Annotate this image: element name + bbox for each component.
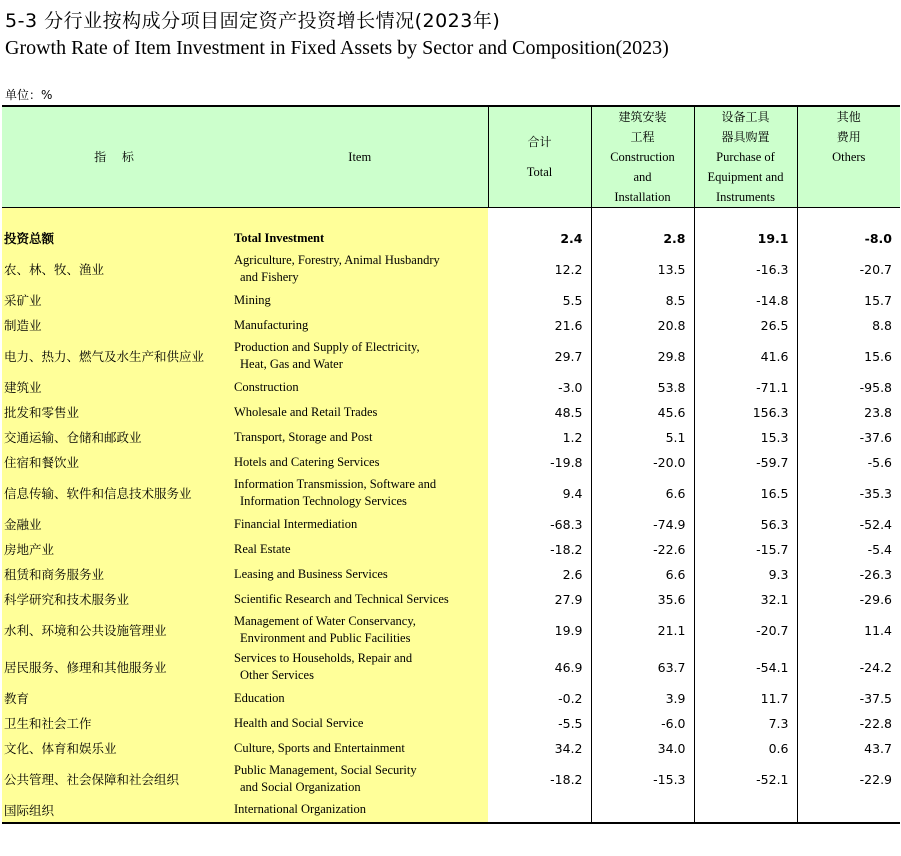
row-others: -37.5 [797, 686, 900, 711]
row-en [232, 612, 488, 649]
row-en [232, 686, 488, 711]
row-en [232, 475, 488, 512]
row-others: -22.8 [797, 711, 900, 736]
row-en [232, 313, 488, 338]
row-equipment: 11.7 [694, 686, 797, 711]
row-construction: 2.8 [591, 226, 694, 251]
row-others: -26.3 [797, 562, 900, 587]
header-row [2, 106, 900, 208]
spacer-cell-others [797, 208, 900, 226]
table-row [2, 711, 900, 736]
row-en [232, 226, 488, 251]
row-construction: 3.9 [591, 686, 694, 711]
row-en-line2: and Fishery [240, 270, 299, 284]
row-en [232, 736, 488, 761]
table-row [2, 288, 900, 313]
row-others: 15.7 [797, 288, 900, 313]
row-en [232, 450, 488, 475]
row-cn: 建筑业 [2, 375, 232, 400]
row-cn: 科学研究和技术服务业 [2, 587, 232, 612]
row-equipment: 41.6 [694, 338, 797, 375]
row-total: 21.6 [554, 317, 583, 333]
row-equipment: 16.5 [694, 475, 797, 512]
spacer-cell-en [232, 208, 488, 226]
row-en-line1: Health and Social Service [234, 715, 364, 730]
row-others: 11.4 [797, 612, 900, 649]
row-equipment: 156.3 [694, 400, 797, 425]
row-cn: 文化、体育和娱乐业 [2, 736, 232, 761]
row-cn: 卫生和社会工作 [2, 711, 232, 736]
table-row [2, 537, 900, 562]
row-en-line1: Wholesale and Retail Trades [234, 404, 378, 419]
header-others-cn-1: 其他 [836, 110, 861, 124]
row-equipment: -16.3 [694, 251, 797, 288]
header-total [488, 106, 591, 208]
header-equipment-cn-1: 设备工具 [721, 110, 770, 124]
header-equipment-en-2: Equipment and [707, 170, 784, 184]
row-others [797, 798, 900, 823]
header-indicator [2, 106, 232, 208]
spacer-cell-equipment [694, 208, 797, 226]
row-en-line1: International Organization [234, 802, 367, 816]
row-others: 43.7 [797, 736, 900, 761]
row-equipment: -71.1 [694, 375, 797, 400]
header-construction-en-3: Installation [614, 190, 671, 204]
row-total: 2.4 [560, 230, 583, 246]
header-total-en: Total [526, 165, 553, 179]
row-en [232, 649, 488, 686]
row-en [232, 288, 488, 313]
spacer-cell-construction [591, 208, 694, 226]
header-indicator-label: 指 标 [94, 150, 140, 164]
row-equipment: -14.8 [694, 288, 797, 313]
table-row [2, 798, 900, 823]
row-cn: 信息传输、软件和信息技术服务业 [2, 475, 232, 512]
table-row [2, 512, 900, 537]
row-en-line1: Mining [234, 292, 271, 307]
row-construction: 13.5 [591, 251, 694, 288]
header-others-en: Others [832, 150, 866, 164]
table-row [2, 649, 900, 686]
row-cn: 制造业 [2, 313, 232, 338]
row-en [232, 338, 488, 375]
row-total: 9.4 [562, 485, 583, 501]
row-others: 15.6 [797, 338, 900, 375]
header-equipment-en-3: Instruments [715, 190, 776, 204]
row-cn: 国际组织 [2, 798, 232, 823]
row-others: -35.3 [797, 475, 900, 512]
row-en-line1: Public Management, Social Security [234, 763, 417, 777]
row-total: -18.2 [550, 541, 583, 557]
investment-table [2, 105, 900, 824]
table-row-total [2, 226, 900, 251]
row-cn: 交通运输、仓储和邮政业 [2, 425, 232, 450]
row-en-line2: Other Services [240, 668, 314, 682]
row-cn: 采矿业 [2, 288, 232, 313]
row-en-line1: Leasing and Business Services [234, 566, 388, 581]
row-total: 2.6 [562, 566, 583, 582]
row-construction: -6.0 [591, 711, 694, 736]
row-construction: 29.8 [591, 338, 694, 375]
header-item-label: Item [348, 150, 372, 164]
row-en [232, 761, 488, 798]
row-en [232, 562, 488, 587]
row-en-line1: Hotels and Catering Services [234, 454, 380, 469]
header-equipment-cn-2: 器具购置 [721, 130, 770, 144]
row-equipment: 32.1 [694, 587, 797, 612]
row-en [232, 251, 488, 288]
row-construction: 53.8 [591, 375, 694, 400]
row-construction: 45.6 [591, 400, 694, 425]
row-construction [591, 798, 694, 823]
row-cn: 金融业 [2, 512, 232, 537]
row-total: 29.7 [554, 348, 583, 364]
row-total: -3.0 [558, 379, 583, 395]
row-total: -19.8 [550, 454, 583, 470]
row-en-line1: Financial Intermediation [234, 516, 358, 531]
row-total [488, 798, 591, 823]
table-row [2, 450, 900, 475]
row-equipment: 15.3 [694, 425, 797, 450]
row-construction: 20.8 [591, 313, 694, 338]
header-construction-en-2: and [633, 170, 652, 184]
row-cn: 电力、热力、燃气及水生产和供应业 [2, 338, 232, 375]
row-en [232, 400, 488, 425]
row-others: -95.8 [797, 375, 900, 400]
unit-label: 单位：% [5, 88, 53, 102]
row-construction: 35.6 [591, 587, 694, 612]
row-cn: 公共管理、社会保障和社会组织 [2, 761, 232, 798]
header-construction-en-1: Construction [610, 150, 675, 164]
row-en-line1: Transport, Storage and Post [234, 429, 373, 444]
row-en [232, 798, 488, 823]
row-cn: 教育 [2, 686, 232, 711]
header-construction [591, 106, 694, 208]
row-equipment: 0.6 [694, 736, 797, 761]
row-cn: 投资总额 [2, 226, 232, 251]
row-others: -22.9 [797, 761, 900, 798]
row-total: 34.2 [554, 740, 583, 756]
spacer-cell-total [488, 208, 591, 226]
row-others: -20.7 [797, 251, 900, 288]
row-equipment: 9.3 [694, 562, 797, 587]
row-en-line1: Services to Households, Repair and [234, 651, 413, 665]
row-en-line1: Total Investment [234, 230, 325, 245]
header-total-cn: 合计 [527, 135, 552, 149]
row-en-line2: Heat, Gas and Water [240, 357, 343, 371]
row-equipment: -20.7 [694, 612, 797, 649]
row-equipment [694, 798, 797, 823]
row-others: 23.8 [797, 400, 900, 425]
row-total: 46.9 [554, 659, 583, 675]
row-total: 19.9 [554, 622, 583, 638]
table-row [2, 562, 900, 587]
row-cn: 农、林、牧、渔业 [2, 251, 232, 288]
table-row [2, 400, 900, 425]
table-row [2, 338, 900, 375]
row-others: 8.8 [797, 313, 900, 338]
row-construction: -20.0 [591, 450, 694, 475]
row-en-line1: Production and Supply of Electricity, [234, 340, 420, 354]
row-equipment: -15.7 [694, 537, 797, 562]
row-en-line1: Construction [234, 379, 299, 394]
row-en-line2: Information Technology Services [240, 494, 407, 508]
row-equipment: -59.7 [694, 450, 797, 475]
row-equipment: -54.1 [694, 649, 797, 686]
row-equipment: 26.5 [694, 313, 797, 338]
row-en-line1: Management of Water Conservancy, [234, 614, 416, 628]
table-row [2, 736, 900, 761]
row-en [232, 711, 488, 736]
table-row [2, 375, 900, 400]
row-others: -5.4 [797, 537, 900, 562]
row-cn: 水利、环境和公共设施管理业 [2, 612, 232, 649]
header-others-cn-2: 费用 [836, 130, 861, 144]
row-en-line1: Real Estate [234, 541, 291, 556]
row-equipment: 56.3 [694, 512, 797, 537]
row-cn: 居民服务、修理和其他服务业 [2, 649, 232, 686]
row-en [232, 425, 488, 450]
row-others: -24.2 [797, 649, 900, 686]
row-construction: -15.3 [591, 761, 694, 798]
row-equipment: -52.1 [694, 761, 797, 798]
row-construction: -74.9 [591, 512, 694, 537]
row-construction: 34.0 [591, 736, 694, 761]
header-equipment-en-1: Purchase of [716, 150, 775, 164]
row-construction: 63.7 [591, 649, 694, 686]
row-equipment: 7.3 [694, 711, 797, 736]
row-construction: 8.5 [591, 288, 694, 313]
table-row [2, 587, 900, 612]
row-cn: 批发和零售业 [2, 400, 232, 425]
row-total: -18.2 [550, 771, 583, 787]
row-total: -68.3 [550, 516, 583, 532]
table-row [2, 251, 900, 288]
row-en [232, 512, 488, 537]
row-others: -29.6 [797, 587, 900, 612]
row-construction: 6.6 [591, 475, 694, 512]
table-row [2, 475, 900, 512]
row-total: -5.5 [558, 715, 583, 731]
header-item [232, 106, 488, 208]
row-others: -37.6 [797, 425, 900, 450]
row-en-line1: Manufacturing [234, 317, 309, 332]
row-en-line1: Information Transmission, Software and [234, 477, 437, 491]
row-construction: -22.6 [591, 537, 694, 562]
table-row [2, 761, 900, 798]
row-en [232, 587, 488, 612]
row-en-line1: Agriculture, Forestry, Animal Husbandry [234, 253, 440, 267]
table-row [2, 612, 900, 649]
row-en-line2: Environment and Public Facilities [240, 631, 411, 645]
table-row [2, 313, 900, 338]
row-others: -8.0 [797, 226, 900, 251]
row-en-line1: Scientific Research and Technical Services [234, 591, 449, 606]
header-others [797, 106, 900, 208]
row-construction: 21.1 [591, 612, 694, 649]
table-row [2, 686, 900, 711]
row-en-line1: Culture, Sports and Entertainment [234, 740, 405, 755]
row-total: -0.2 [558, 690, 583, 706]
row-others: -52.4 [797, 512, 900, 537]
spacer-cell-cn [2, 208, 232, 226]
row-total: 1.2 [562, 429, 583, 445]
header-construction-cn-2: 工程 [630, 130, 655, 144]
row-cn: 租赁和商务服务业 [2, 562, 232, 587]
row-total: 27.9 [554, 591, 583, 607]
row-cn: 住宿和餐饮业 [2, 450, 232, 475]
row-equipment: 19.1 [694, 226, 797, 251]
page-title-cn: 5-3 分行业按构成分项目固定资产投资增长情况(2023年) [5, 10, 501, 32]
row-en-line2: and Social Organization [240, 780, 361, 794]
header-equipment [694, 106, 797, 208]
row-total: 5.5 [562, 292, 583, 308]
row-cn: 房地产业 [2, 537, 232, 562]
header-construction-cn-1: 建筑安装 [618, 110, 667, 124]
spacer-row [2, 208, 900, 226]
row-total: 48.5 [554, 404, 583, 420]
row-en [232, 537, 488, 562]
row-total: 12.2 [554, 261, 583, 277]
row-others: -5.6 [797, 450, 900, 475]
row-en-line1: Education [234, 690, 285, 705]
table-row [2, 425, 900, 450]
row-construction: 6.6 [591, 562, 694, 587]
row-construction: 5.1 [591, 425, 694, 450]
row-en [232, 375, 488, 400]
page-title-en: Growth Rate of Item Investment in Fixed Assets by Sector and Composition(2023) [5, 37, 669, 59]
